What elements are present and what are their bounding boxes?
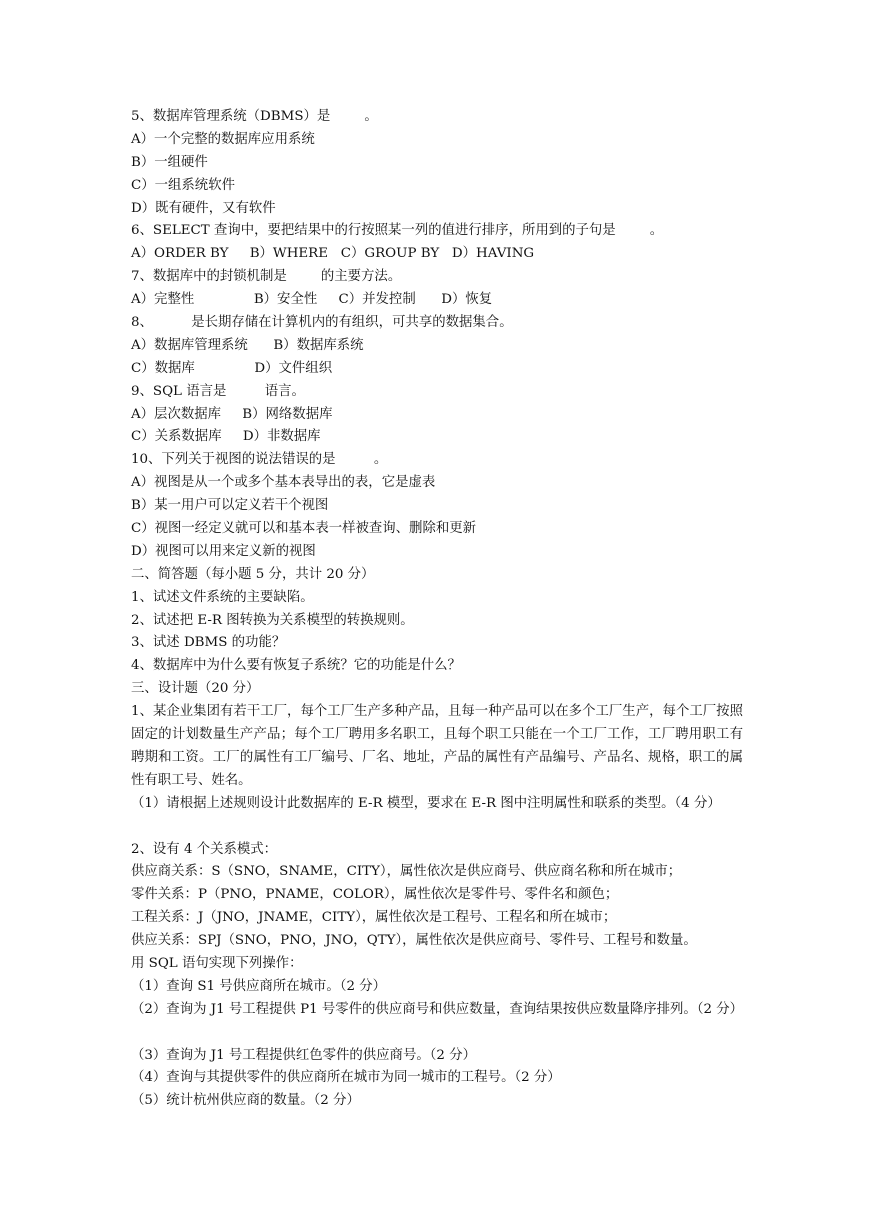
options-9-cd: C）关系数据库 D）非数据库 [131, 429, 321, 445]
design-question-2: 2、设有 4 个关系模式： [131, 841, 278, 857]
short-answer-1: 1、试述文件系统的主要缺陷。 [131, 589, 314, 605]
short-answer-4: 4、数据库中为什么要有恢复子系统？它的功能是什么？ [131, 658, 461, 674]
relation-supplier: 供应商关系：S（SNO，SNAME，CITY），属性依次是供应商号、供应商名称和所在城市； [131, 864, 682, 880]
sql-task-3: （3）查询为 J1 号工程提供红色零件的供应商号。（2 分） [131, 1047, 476, 1063]
option-10b: B）某一用户可以定义若干个视图 [131, 498, 329, 514]
question-7: 7、数据库中的封锁机制是 的主要方法。 [131, 269, 402, 285]
option-5c: C）一组系统软件 [131, 177, 235, 193]
option-5b: B）一组硬件 [131, 154, 208, 170]
section-heading-short-answer: 二、简答题（每小题 5 分，共计 20 分） [131, 566, 375, 582]
relation-project: 工程关系：J（JNO，JNAME，CITY），属性依次是工程号、工程名和所在城市； [131, 910, 617, 926]
sql-task-5: （5）统计杭州供应商的数量。（2 分） [131, 1093, 360, 1109]
sql-task-2: （2）查询为 J1 号工程提供 P1 号零件的供应商号和供应数量，查询结果按供应数量降序排列。（2 分） [131, 1001, 744, 1017]
options-7: A）完整性 B）安全性 C）并发控制 D）恢复 [131, 292, 493, 308]
options-9-ab: A）层次数据库 B）网络数据库 [131, 406, 333, 422]
question-8: 8、 是长期存储在计算机内的有组织，可共享的数据集合。 [131, 315, 513, 331]
section-heading-design: 三、设计题（20 分） [131, 681, 260, 697]
options-6: A）ORDER BY B）WHERE C）GROUP BY D）HAVING [131, 246, 535, 262]
design-question-1: 1、某企业集团有若干工厂，每个工厂生产多种产品，且每一种产品可以在多个工厂生产，每个工厂按照固定的计划数量生产产品；每个工厂聘用多名职工，且每个职工只能在一个工厂工作，工厂聘用职工有聘期和工资。工厂的属性有工厂编号、厂名、地址，产品的属性有产品编号、产品名、规格，职工的属性有职工号、姓名。 [131, 704, 743, 788]
options-8-cd: C）数据库 D）文件组织 [131, 360, 333, 376]
relation-supply: 供应关系：SPJ（SNO，PNO，JNO，QTY），属性依次是供应商号、零件号、工程号和数量。 [131, 933, 697, 949]
question-10: 10、下列关于视图的说法错误的是 。 [131, 452, 388, 468]
option-10d: D）视图可以用来定义新的视图 [131, 543, 316, 559]
question-6: 6、SELECT 查询中，要把结果中的行按照某一列的值进行排序，所用到的子句是 。 [131, 223, 664, 239]
options-8-ab: A）数据库管理系统 B）数据库系统 [131, 337, 364, 353]
document-body [131, 106, 743, 1113]
option-5d: D）既有硬件，又有软件 [131, 200, 276, 216]
sql-task-4: （4）查询与其提供零件的供应商所在城市为同一城市的工程号。（2 分） [131, 1070, 561, 1086]
option-5a: A）一个完整的数据库应用系统 [131, 131, 315, 147]
option-10c: C）视图一经定义就可以和基本表一样被查询、删除和更新 [131, 521, 477, 537]
question-9: 9、SQL 语言是 语言。 [131, 383, 305, 399]
relation-part: 零件关系：P（PNO，PNAME，COLOR），属性依次是零件号、零件名和颜色； [131, 887, 619, 903]
design-question-1-task: （1）请根据上述规则设计此数据库的 E-R 模型，要求在 E-R 图中注明属性和联系的类型。（4 分） [131, 795, 721, 811]
option-10a: A）视图是从一个或多个基本表导出的表，它是虚表 [131, 475, 436, 491]
sql-instruction: 用 SQL 语句实现下列操作： [131, 956, 303, 971]
short-answer-2: 2、试述把 E-R 图转换为关系模型的转换规则。 [131, 612, 414, 628]
sql-task-1: （1）查询 S1 号供应商所在城市。（2 分） [131, 978, 387, 994]
question-5: 5、数据库管理系统（DBMS）是 。 [131, 109, 378, 124]
short-answer-3: 3、试述 DBMS 的功能？ [131, 635, 286, 651]
